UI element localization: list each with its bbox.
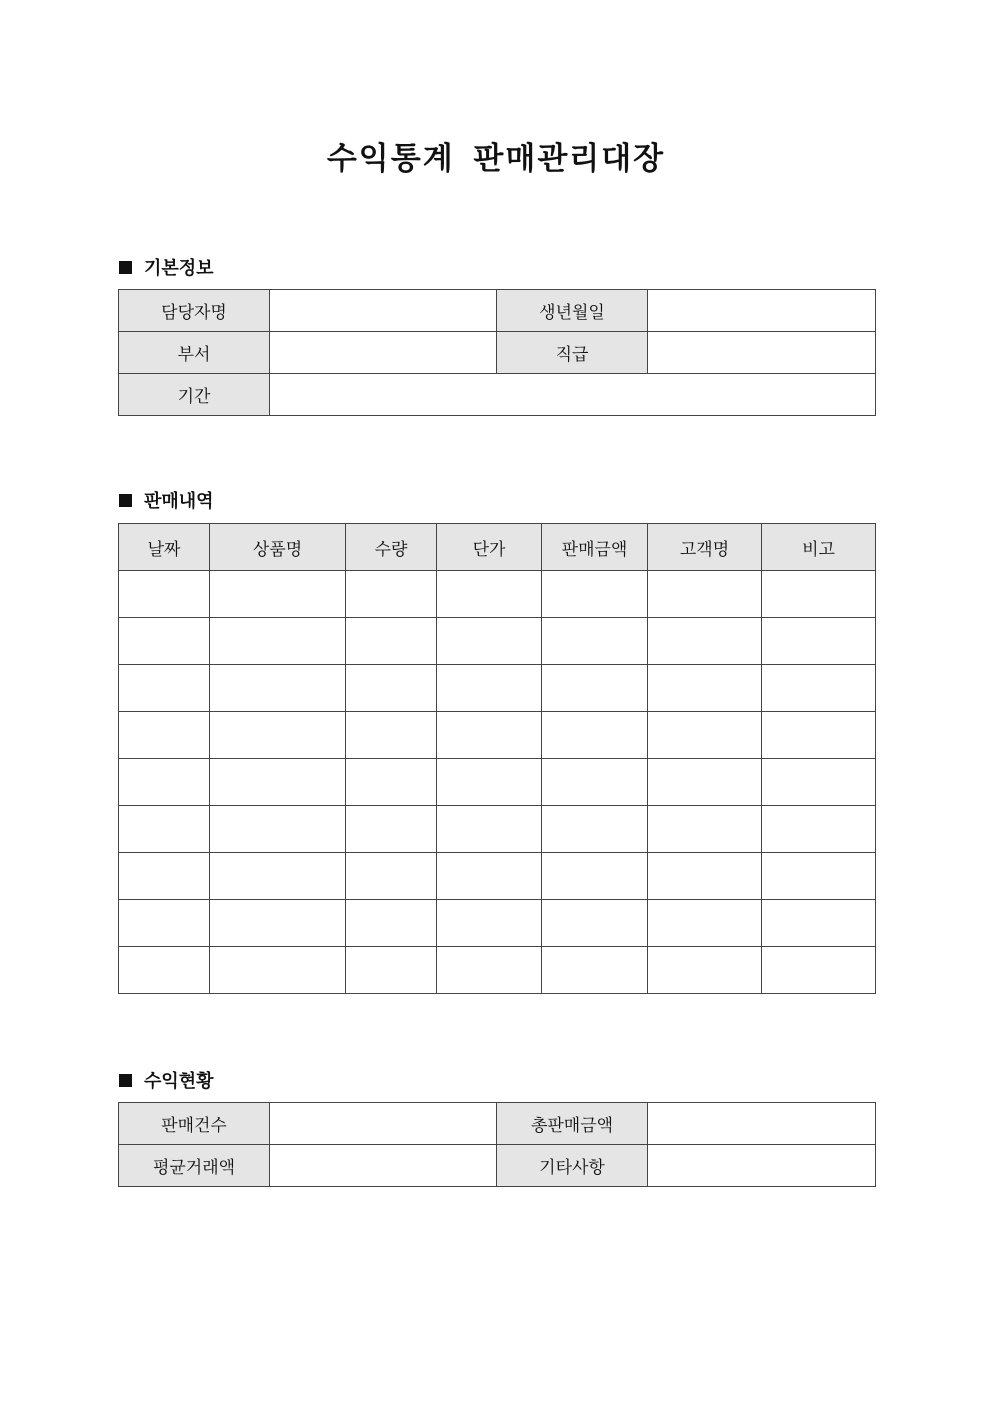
table-cell[interactable] <box>762 947 876 994</box>
table-cell[interactable] <box>437 947 542 994</box>
table-cell[interactable] <box>437 759 542 806</box>
birthdate-field[interactable] <box>648 290 876 332</box>
table-row <box>119 900 876 947</box>
table-cell[interactable] <box>437 806 542 853</box>
table-cell[interactable] <box>762 618 876 665</box>
table-cell[interactable] <box>210 853 346 900</box>
table-cell[interactable] <box>119 806 210 853</box>
profit-heading-text: 수익현황 <box>144 1071 214 1092</box>
table-cell[interactable] <box>210 806 346 853</box>
sales-count-label: 판매건수 <box>119 1103 270 1145</box>
table-cell[interactable] <box>542 618 648 665</box>
table-row <box>119 806 876 853</box>
table-cell[interactable] <box>542 947 648 994</box>
profit-table <box>118 1102 876 1187</box>
table-cell[interactable] <box>762 571 876 618</box>
column-header: 상품명 <box>210 524 346 571</box>
table-row <box>119 759 876 806</box>
square-bullet-icon <box>119 1074 132 1087</box>
table-cell[interactable] <box>119 900 210 947</box>
column-header: 수량 <box>346 524 437 571</box>
sales-header-row <box>119 524 876 571</box>
manager-field[interactable] <box>270 290 497 332</box>
table-row <box>119 853 876 900</box>
table-cell[interactable] <box>648 759 762 806</box>
table-cell[interactable] <box>648 947 762 994</box>
table-row <box>119 665 876 712</box>
table-cell[interactable] <box>346 618 437 665</box>
table-cell[interactable] <box>210 759 346 806</box>
manager-label: 담당자명 <box>119 290 270 332</box>
table-row <box>119 712 876 759</box>
document-title: 수익통계 판매관리대장 <box>326 141 666 177</box>
table-cell[interactable] <box>346 712 437 759</box>
table-cell[interactable] <box>119 618 210 665</box>
table-cell[interactable] <box>648 665 762 712</box>
table-cell[interactable] <box>437 665 542 712</box>
position-label: 직급 <box>497 332 648 374</box>
table-cell[interactable] <box>346 900 437 947</box>
department-label: 부서 <box>119 332 270 374</box>
table-cell[interactable] <box>346 853 437 900</box>
table-cell[interactable] <box>762 665 876 712</box>
sales-count-field[interactable] <box>270 1103 497 1145</box>
table-cell[interactable] <box>437 712 542 759</box>
table-row <box>119 618 876 665</box>
table-cell[interactable] <box>648 618 762 665</box>
avg-amount-field[interactable] <box>270 1145 497 1187</box>
table-cell[interactable] <box>119 665 210 712</box>
table-cell[interactable] <box>648 900 762 947</box>
table-cell[interactable] <box>346 947 437 994</box>
table-cell[interactable] <box>119 853 210 900</box>
table-cell[interactable] <box>346 759 437 806</box>
square-bullet-icon <box>119 494 132 507</box>
position-field[interactable] <box>648 332 876 374</box>
basic-info-heading-text: 기본정보 <box>144 258 214 279</box>
table-cell[interactable] <box>762 712 876 759</box>
table-row <box>119 571 876 618</box>
notes-label: 기타사항 <box>497 1145 648 1187</box>
column-header: 고객명 <box>648 524 762 571</box>
table-cell[interactable] <box>119 759 210 806</box>
table-cell[interactable] <box>437 618 542 665</box>
profit-heading <box>119 1067 214 1093</box>
table-cell[interactable] <box>542 571 648 618</box>
total-sales-label: 총판매금액 <box>497 1103 648 1145</box>
table-cell[interactable] <box>210 571 346 618</box>
basic-info-heading <box>119 254 214 280</box>
period-label: 기간 <box>119 374 270 416</box>
table-cell[interactable] <box>542 665 648 712</box>
sales-heading-text: 판매내역 <box>144 491 214 512</box>
table-cell[interactable] <box>542 853 648 900</box>
table-cell[interactable] <box>437 571 542 618</box>
table-cell[interactable] <box>210 900 346 947</box>
table-cell[interactable] <box>210 665 346 712</box>
basic-info-table <box>118 289 876 416</box>
column-header: 판매금액 <box>542 524 648 571</box>
table-cell[interactable] <box>119 947 210 994</box>
table-cell[interactable] <box>542 759 648 806</box>
sales-heading <box>119 487 214 513</box>
table-cell[interactable] <box>210 618 346 665</box>
column-header: 날짜 <box>119 524 210 571</box>
period-field[interactable] <box>270 374 876 416</box>
table-cell[interactable] <box>762 806 876 853</box>
table-cell[interactable] <box>119 712 210 759</box>
table-cell[interactable] <box>762 900 876 947</box>
table-cell[interactable] <box>648 806 762 853</box>
sales-table <box>118 523 876 994</box>
table-cell[interactable] <box>346 665 437 712</box>
table-cell[interactable] <box>542 712 648 759</box>
notes-field[interactable] <box>648 1145 876 1187</box>
table-cell[interactable] <box>542 900 648 947</box>
table-cell[interactable] <box>210 947 346 994</box>
table-cell[interactable] <box>762 853 876 900</box>
table-cell[interactable] <box>542 806 648 853</box>
table-cell[interactable] <box>762 759 876 806</box>
table-cell[interactable] <box>437 900 542 947</box>
total-sales-field[interactable] <box>648 1103 876 1145</box>
column-header: 비고 <box>762 524 876 571</box>
table-cell[interactable] <box>346 571 437 618</box>
table-cell[interactable] <box>648 712 762 759</box>
table-cell[interactable] <box>648 571 762 618</box>
table-cell[interactable] <box>437 853 542 900</box>
table-cell[interactable] <box>346 806 437 853</box>
table-cell[interactable] <box>119 571 210 618</box>
table-cell[interactable] <box>210 712 346 759</box>
square-bullet-icon <box>119 261 132 274</box>
table-row <box>119 947 876 994</box>
column-header: 단가 <box>437 524 542 571</box>
table-cell[interactable] <box>648 853 762 900</box>
birthdate-label: 생년월일 <box>497 290 648 332</box>
department-field[interactable] <box>270 332 497 374</box>
avg-amount-label: 평균거래액 <box>119 1145 270 1187</box>
